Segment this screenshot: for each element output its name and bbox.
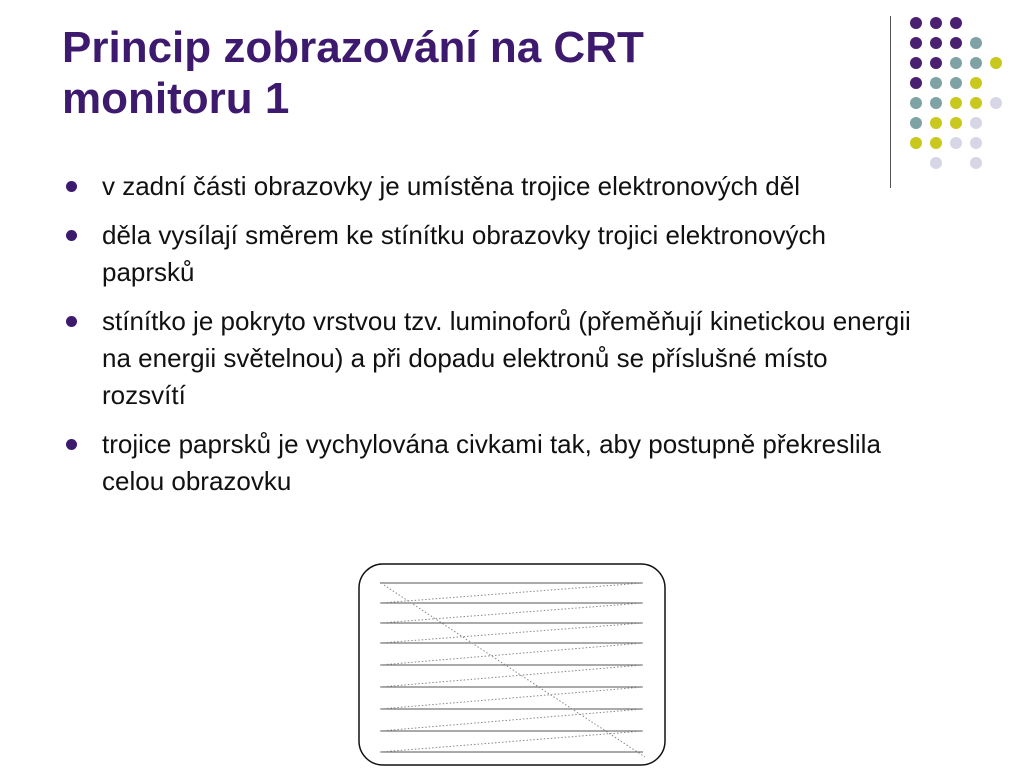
bullet-dot-icon: [66, 439, 77, 450]
slide-title: [62, 22, 852, 124]
title-line-2: monitoru 1: [62, 74, 290, 123]
bullet-item: [62, 168, 912, 205]
bullet-dot-icon: [66, 230, 77, 241]
bullet-item: [62, 303, 912, 414]
bullet-item: [62, 217, 912, 291]
bullet-text: děla vysílají směrem ke stínítku obrazovky trojici elektronových paprsků: [102, 220, 826, 287]
title-line-1: Princip zobrazování na CRT: [62, 23, 644, 72]
bullet-text: v zadní části obrazovky je umístěna trojice elektronových děl: [102, 171, 801, 201]
bullet-text: stínítko je pokryto vrstvou tzv. luminoforů (přeměňují kinetickou energii na energii světelnou) a při dopadu elektronů se příslušné místo rozsvítí: [102, 306, 911, 410]
bullet-dot-icon: [66, 316, 77, 327]
bullet-list: [62, 168, 912, 512]
bullet-item: [62, 426, 912, 500]
dot-grid-group: [910, 17, 1002, 169]
crt-raster-scan-icon: [358, 563, 666, 766]
divider-line: [890, 16, 891, 188]
bullet-text: trojice paprsků je vychylována civkami tak, aby postupně překreslila celou obrazovku: [102, 429, 881, 496]
dot-grid-icon: [902, 12, 1012, 172]
bullet-dot-icon: [66, 181, 77, 192]
